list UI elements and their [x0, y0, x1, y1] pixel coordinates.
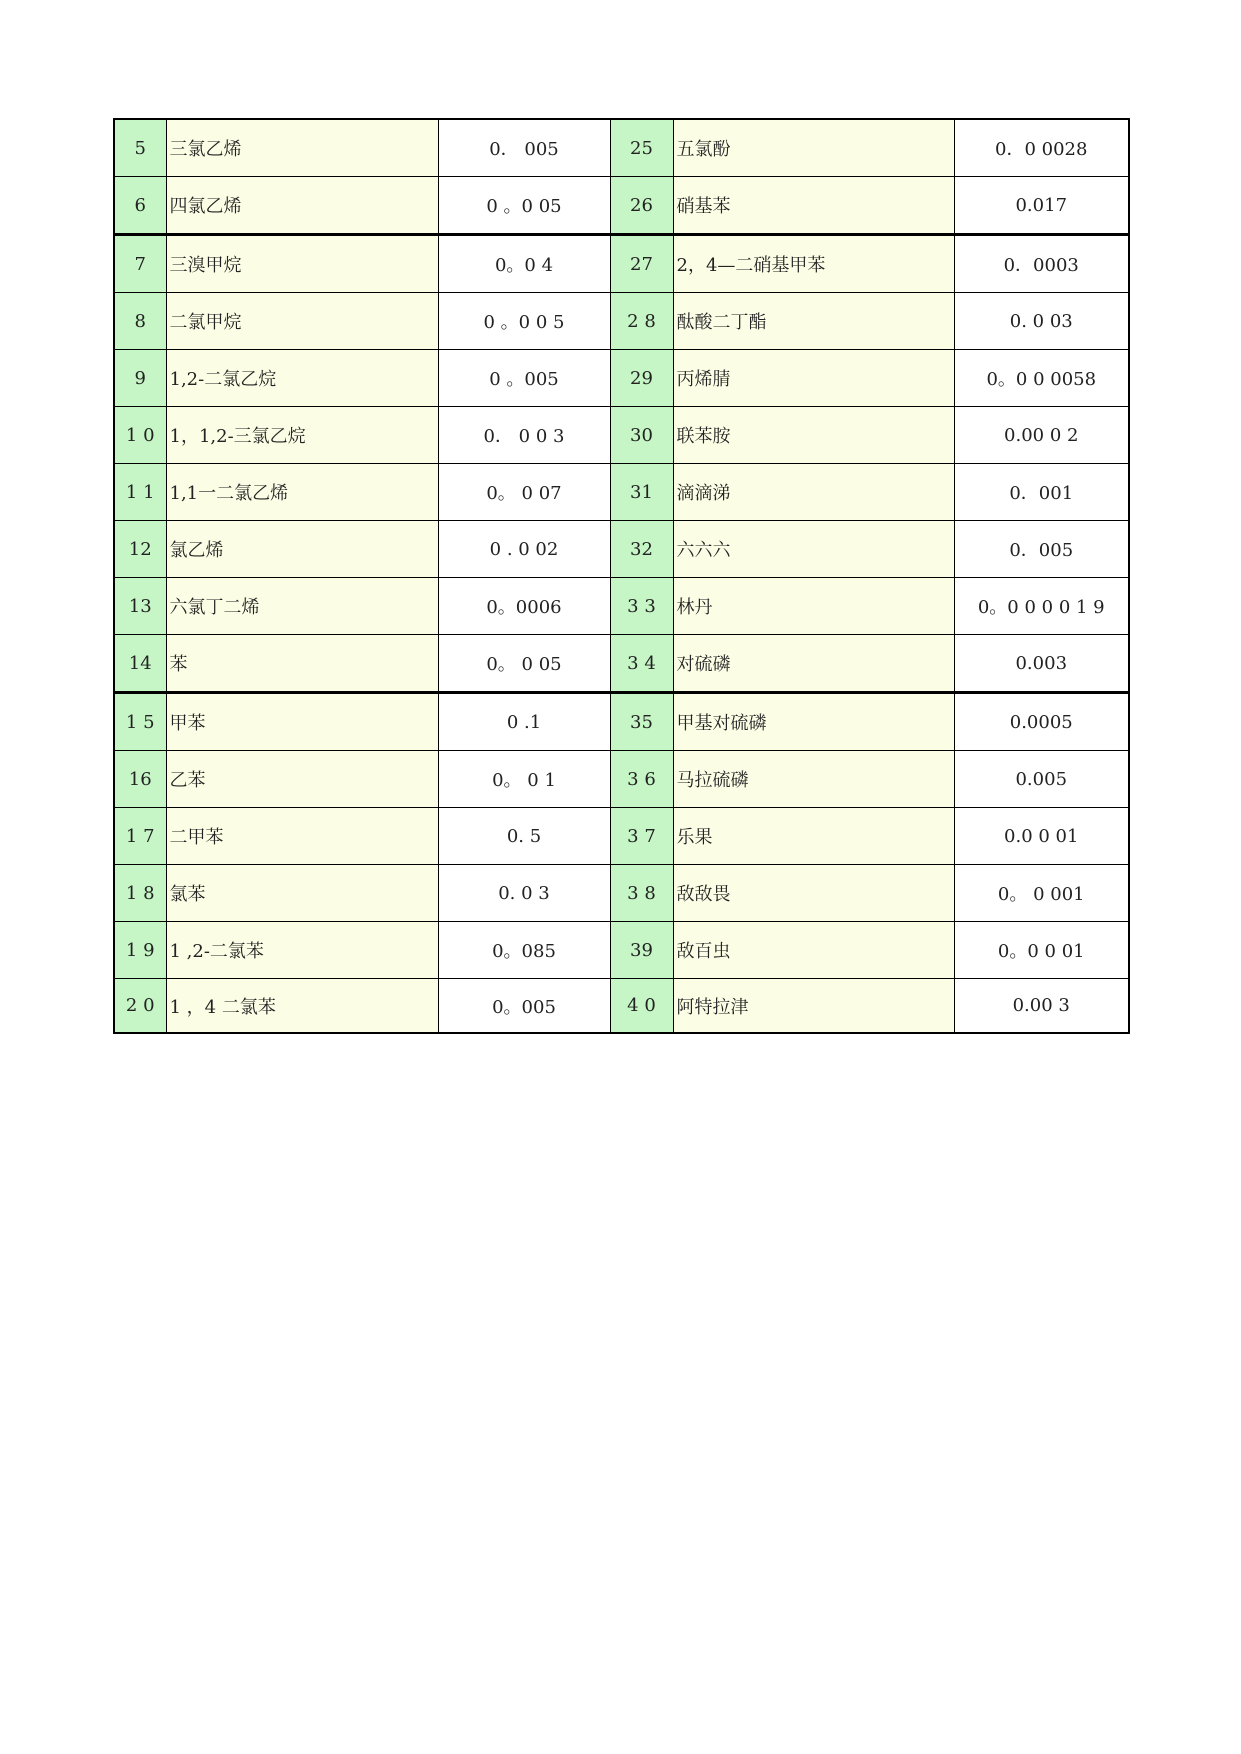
- row-number: 32: [610, 521, 673, 578]
- row-number: 31: [610, 464, 673, 521]
- table-row: [114, 235, 1129, 293]
- row-number: 5: [114, 119, 166, 177]
- limit-value: 0.00 3: [954, 979, 1129, 1034]
- limit-value: 0． 0 0 3: [438, 407, 610, 464]
- substance-name: 氯乙烯: [166, 521, 438, 578]
- row-number: 1 5: [114, 693, 166, 751]
- table-row: [114, 751, 1129, 808]
- row-number: 8: [114, 293, 166, 350]
- substance-name: 马拉硫磷: [673, 751, 954, 808]
- substance-name: 2，4—二硝基甲苯: [673, 235, 954, 293]
- row-number: 3 6: [610, 751, 673, 808]
- limit-value: 0。0 0 0 0 1 9: [954, 578, 1129, 635]
- substance-name: 甲基对硫磷: [673, 693, 954, 751]
- row-number: 12: [114, 521, 166, 578]
- row-number: 3 4: [610, 635, 673, 693]
- table-row: [114, 808, 1129, 865]
- row-number: 39: [610, 922, 673, 979]
- limit-value: 0.003: [954, 635, 1129, 693]
- table-row: [114, 293, 1129, 350]
- limit-value: 0. 0 3: [438, 865, 610, 922]
- substance-name: 1,2-二氯乙烷: [166, 350, 438, 407]
- limit-value: 0.0005: [954, 693, 1129, 751]
- limit-value: 0.017: [954, 177, 1129, 235]
- substance-name: 联苯胺: [673, 407, 954, 464]
- row-number: 1 7: [114, 808, 166, 865]
- row-number: 3 3: [610, 578, 673, 635]
- limit-value: 0。 0 001: [954, 865, 1129, 922]
- substance-name: 六氯丁二烯: [166, 578, 438, 635]
- substance-name: 二氯甲烷: [166, 293, 438, 350]
- row-number: 1 8: [114, 865, 166, 922]
- row-number: 1 9: [114, 922, 166, 979]
- limit-value: 0 。0 0 5: [438, 293, 610, 350]
- substance-name: 六六六: [673, 521, 954, 578]
- substance-name: 甲苯: [166, 693, 438, 751]
- substance-name: 硝基苯: [673, 177, 954, 235]
- table-row: [114, 865, 1129, 922]
- substance-name: 二甲苯: [166, 808, 438, 865]
- substance-name: 1 ，4 二氯苯: [166, 979, 438, 1034]
- table-row: [114, 635, 1129, 693]
- limit-value: 0．005: [954, 521, 1129, 578]
- table-row: [114, 119, 1129, 177]
- table-row: [114, 464, 1129, 521]
- row-number: 1 0: [114, 407, 166, 464]
- row-number: 26: [610, 177, 673, 235]
- substance-name: 三溴甲烷: [166, 235, 438, 293]
- limit-value: 0.00 0 2: [954, 407, 1129, 464]
- table-row: [114, 350, 1129, 407]
- substance-name: 敌百虫: [673, 922, 954, 979]
- limit-value: 0 。0 05: [438, 177, 610, 235]
- limit-value: 0。0 4: [438, 235, 610, 293]
- limit-value: 0。 0 07: [438, 464, 610, 521]
- row-number: 2 8: [610, 293, 673, 350]
- limit-value: 0。085: [438, 922, 610, 979]
- row-number: 16: [114, 751, 166, 808]
- substance-name: 林丹: [673, 578, 954, 635]
- substance-name: 酞酸二丁酯: [673, 293, 954, 350]
- limit-value: 0．001: [954, 464, 1129, 521]
- row-number: 3 7: [610, 808, 673, 865]
- substance-name: 苯: [166, 635, 438, 693]
- row-number: 1 1: [114, 464, 166, 521]
- substance-limits-table: [113, 118, 1130, 1034]
- substance-name: 三氯乙烯: [166, 119, 438, 177]
- table-row: [114, 407, 1129, 464]
- row-number: 4 0: [610, 979, 673, 1034]
- limit-value: 0。005: [438, 979, 610, 1034]
- table-row: [114, 979, 1129, 1034]
- substance-name: 乐果: [673, 808, 954, 865]
- limit-value: 0 .1: [438, 693, 610, 751]
- substance-name: 滴滴涕: [673, 464, 954, 521]
- substance-name: 乙苯: [166, 751, 438, 808]
- row-number: 9: [114, 350, 166, 407]
- table-row: [114, 578, 1129, 635]
- row-number: 2 0: [114, 979, 166, 1034]
- substance-name: 对硫磷: [673, 635, 954, 693]
- substance-name: 丙烯腈: [673, 350, 954, 407]
- limit-value: 0．0003: [954, 235, 1129, 293]
- limit-value: 0．0 0028: [954, 119, 1129, 177]
- substance-name: 氯苯: [166, 865, 438, 922]
- row-number: 14: [114, 635, 166, 693]
- limit-value: 0 。005: [438, 350, 610, 407]
- limit-value: 0.0 0 01: [954, 808, 1129, 865]
- limit-value: 0。0 0 01: [954, 922, 1129, 979]
- limit-value: 0。0006: [438, 578, 610, 635]
- substance-name: 阿特拉津: [673, 979, 954, 1034]
- table-row: [114, 177, 1129, 235]
- row-number: 7: [114, 235, 166, 293]
- substance-name: 四氯乙烯: [166, 177, 438, 235]
- limit-value: 0.005: [954, 751, 1129, 808]
- row-number: 25: [610, 119, 673, 177]
- substance-name: 五氯酚: [673, 119, 954, 177]
- row-number: 13: [114, 578, 166, 635]
- row-number: 35: [610, 693, 673, 751]
- row-number: 3 8: [610, 865, 673, 922]
- limit-value: 0 . 0 02: [438, 521, 610, 578]
- table-row: [114, 521, 1129, 578]
- row-number: 29: [610, 350, 673, 407]
- limit-value: 0。 0 1: [438, 751, 610, 808]
- limit-value: 0。0 0 0058: [954, 350, 1129, 407]
- substance-name: 1,1一二氯乙烯: [166, 464, 438, 521]
- limit-value: 0. 0 03: [954, 293, 1129, 350]
- limit-value: 0． 005: [438, 119, 610, 177]
- table-row: [114, 693, 1129, 751]
- row-number: 27: [610, 235, 673, 293]
- substance-name: 1，1,2-三氯乙烷: [166, 407, 438, 464]
- limit-value: 0。 0 05: [438, 635, 610, 693]
- row-number: 30: [610, 407, 673, 464]
- row-number: 6: [114, 177, 166, 235]
- substance-name: 1 ,2-二氯苯: [166, 922, 438, 979]
- limit-value: 0. 5: [438, 808, 610, 865]
- substance-name: 敌敌畏: [673, 865, 954, 922]
- table-row: [114, 922, 1129, 979]
